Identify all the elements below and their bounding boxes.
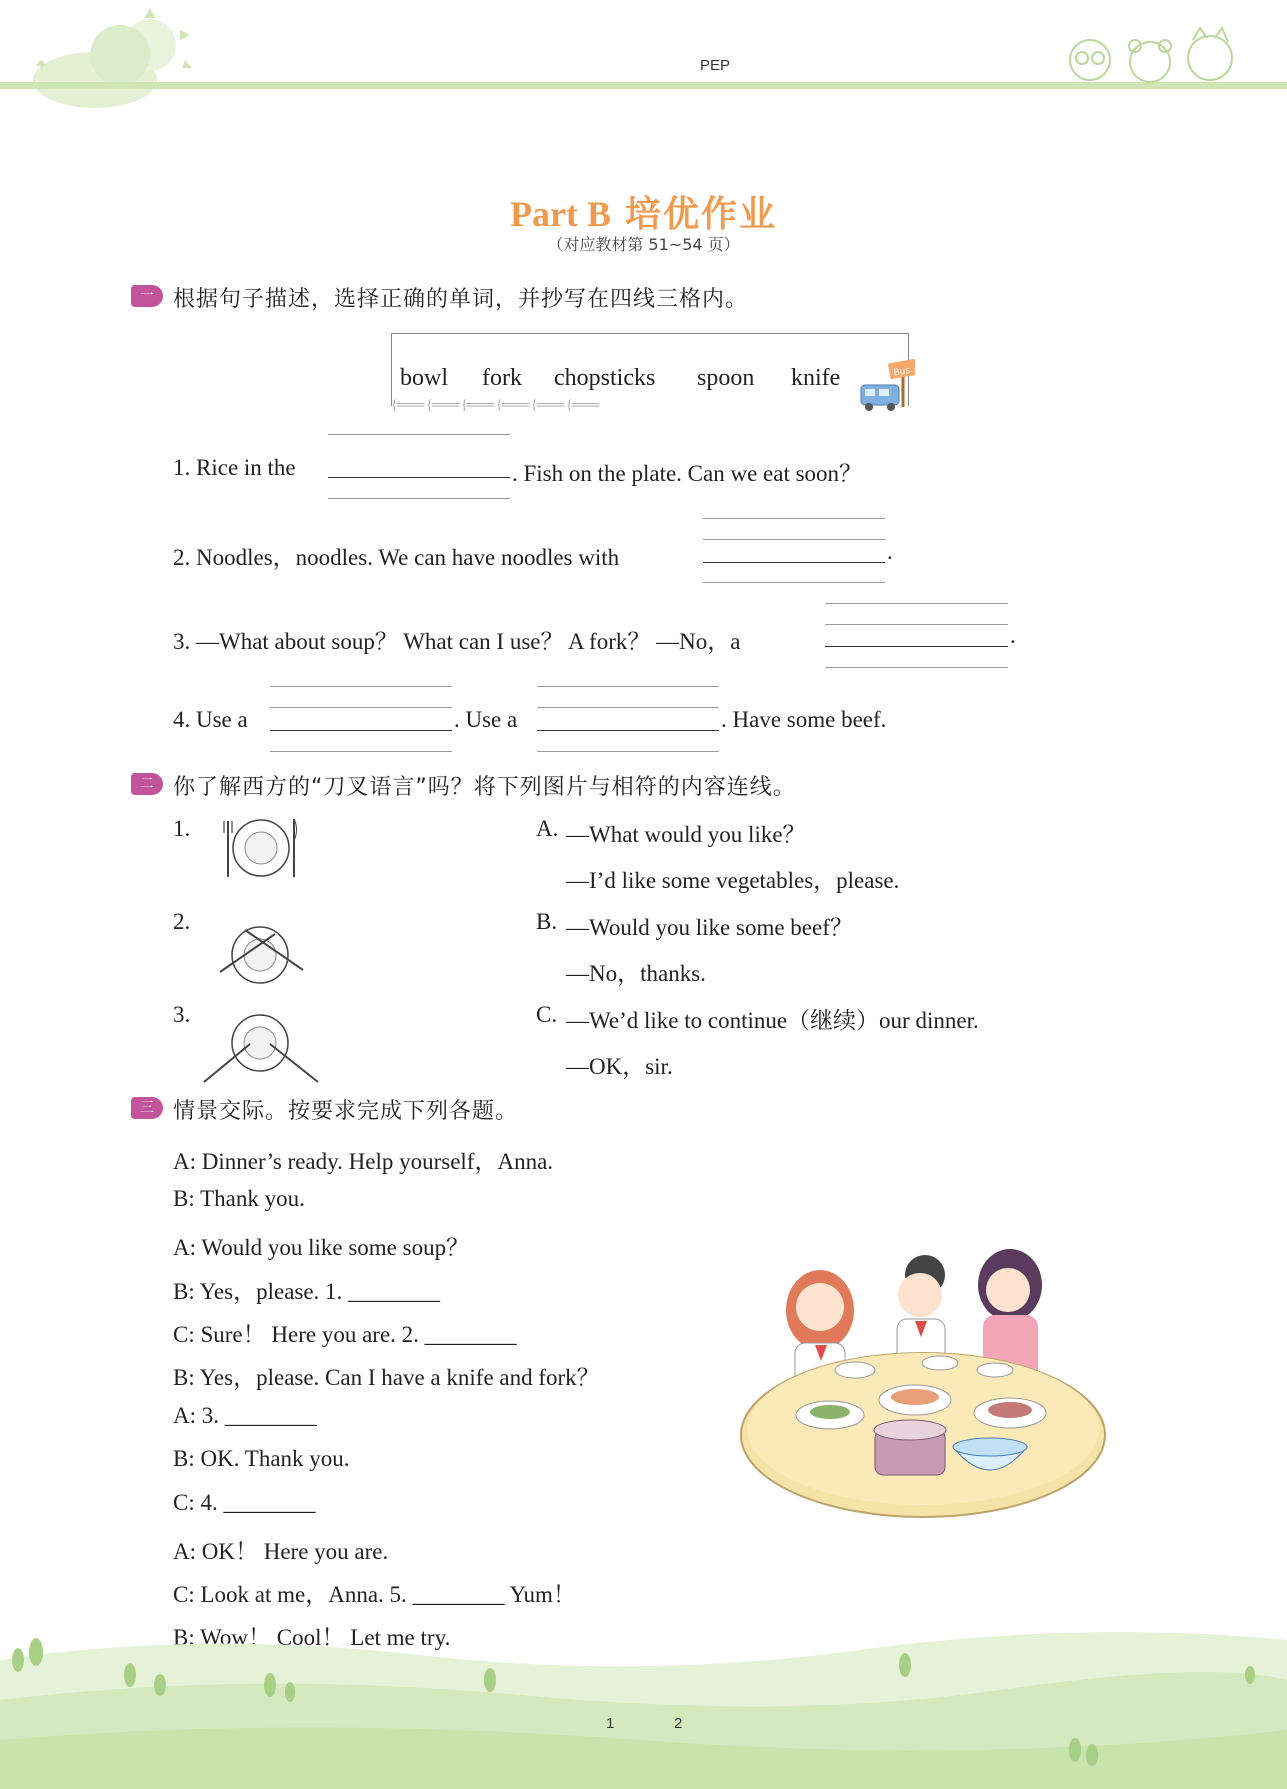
- bus-sign-label: Bus: [892, 365, 911, 379]
- header-decoration-left: [0, 0, 210, 115]
- option-c-label: C.: [536, 1002, 558, 1027]
- dialogue-line: A: Dinner’s ready. Help yourself，Anna.: [173, 1149, 554, 1174]
- dialogue-line: A: Would you like some soup？: [173, 1235, 470, 1260]
- question-3-blank[interactable]: [825, 646, 1008, 647]
- option-b-line2: —No，thanks.: [566, 961, 706, 986]
- writing-guide-line: [825, 603, 1008, 604]
- dialogue-line: A: OK！ Here you are.: [173, 1539, 389, 1564]
- header-animals-illustration: [1060, 20, 1260, 85]
- section1-instruction: 根据句子描述，选择正确的单词，并抄写在四线三格内。: [173, 287, 749, 312]
- option-c-line2: —OK，sir.: [566, 1054, 673, 1079]
- option-c-line1: —We’d like to continue（继续）our dinner.: [566, 1008, 979, 1033]
- writing-guide-line: [270, 751, 452, 752]
- question-3-before: 3. —What about soup？ What can I use？ A fork？ —No，a: [173, 629, 741, 654]
- match-number: 2.: [173, 909, 191, 934]
- plate-parallel-utensils-icon: [200, 1008, 325, 1088]
- svg-text:✦: ✦: [35, 57, 49, 74]
- dialogue-line: C: 4. ________: [173, 1490, 316, 1515]
- question-4-middle: . Use a: [454, 707, 518, 732]
- dialogue-line: B: OK. Thank you.: [173, 1446, 350, 1471]
- dialogue-line: B: Yes，please. 1. ________: [173, 1279, 441, 1304]
- dialogue-line: A: 3. ________: [173, 1403, 317, 1428]
- option-b-line1: —Would you like some beef？: [566, 915, 853, 940]
- writing-guide-line: [537, 751, 719, 752]
- question-3-after: .: [1010, 623, 1016, 648]
- title-part: Part B: [510, 194, 611, 234]
- option-a-label: A.: [536, 816, 559, 841]
- dialogue-line: B: Thank you.: [173, 1186, 305, 1211]
- bus-sign-illustration: [855, 355, 915, 415]
- match-number: 1.: [173, 816, 191, 841]
- page-number-right: 2: [674, 1715, 683, 1732]
- question-4-after: . Have some beef.: [721, 707, 887, 732]
- writing-guide-line: [537, 707, 719, 708]
- section3-badge: 三: [131, 1097, 163, 1119]
- option-b-label: B.: [536, 909, 558, 934]
- page-title: [0, 186, 1287, 237]
- section1-badge: 一: [131, 285, 163, 307]
- word-bank-item: chopsticks: [554, 365, 656, 391]
- word-bank-divider: {═══ {═══ {═══ {═══ {═══ {═══: [391, 398, 599, 413]
- writing-guide-line: [328, 498, 510, 499]
- word-bank-item: knife: [791, 365, 841, 391]
- plate-fork-knife-sides-icon: [222, 815, 300, 880]
- page-number-left: 1: [606, 1715, 615, 1732]
- section3-instruction: 情景交际。按要求完成下列各题。: [173, 1099, 519, 1124]
- word-bank-item: bowl: [400, 365, 448, 391]
- writing-guide-line: [703, 518, 885, 519]
- question-4-before: 4. Use a: [173, 707, 248, 732]
- section2-badge: 二: [131, 773, 163, 795]
- writing-guide-line: [270, 686, 452, 687]
- writing-guide-line: [328, 434, 510, 435]
- dinner-table-illustration: [735, 1235, 1110, 1530]
- question-2-before: 2. Noodles，noodles. We can have noodles with: [173, 545, 620, 570]
- question-4-blank-2[interactable]: [537, 730, 719, 731]
- question-2-blank[interactable]: [703, 562, 885, 563]
- title-subtitle: （对应教材第 51~54 页）: [547, 235, 740, 254]
- dialogue-line: B: Wow！ Cool！ Let me try.: [173, 1625, 451, 1650]
- section2-instruction: 你了解西方的“刀叉语言”吗？将下列图片与相符的内容连线。: [173, 775, 796, 800]
- match-number: 3.: [173, 1002, 191, 1027]
- writing-guide-line: [270, 707, 452, 708]
- footer-landscape-illustration: [0, 1620, 1287, 1789]
- writing-guide-line: [537, 686, 719, 687]
- writing-guide-line: [825, 667, 1008, 668]
- writing-guide-line: [703, 582, 885, 583]
- option-a-line1: —What would you like？: [566, 822, 806, 847]
- option-a-line2: —I’d like some vegetables，please.: [566, 868, 900, 893]
- dialogue-line: C: Sure！ Here you are. 2. ________: [173, 1322, 517, 1347]
- writing-guide-line: [825, 624, 1008, 625]
- dialogue-line: C: Look at me，Anna. 5. ________ Yum！: [173, 1582, 576, 1607]
- header-label: PEP: [700, 57, 731, 74]
- question-1-blank[interactable]: [328, 477, 510, 478]
- word-bank-item: fork: [482, 365, 522, 391]
- question-1-before: 1. Rice in the: [173, 455, 296, 480]
- dialogue-line: B: Yes，please. Can I have a knife and fork？: [173, 1365, 600, 1390]
- question-1-after: . Fish on the plate. Can we eat soon？: [512, 461, 863, 486]
- title-name: 培优作业: [624, 194, 777, 235]
- writing-guide-line: [703, 539, 885, 540]
- girl-middle: [897, 1255, 945, 1369]
- word-bank-item: spoon: [697, 365, 755, 391]
- question-2-after: .: [887, 539, 893, 564]
- question-4-blank-1[interactable]: [270, 730, 452, 731]
- plate-crossed-utensils-icon: [215, 920, 310, 985]
